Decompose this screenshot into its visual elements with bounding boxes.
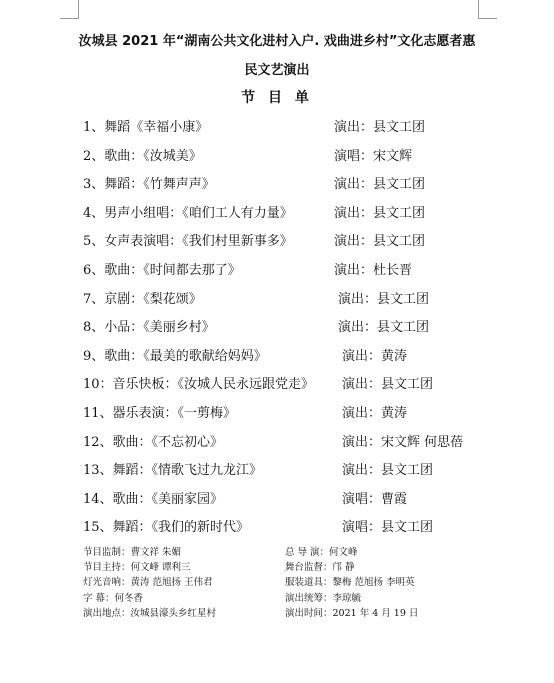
document-title-line-2: 民文艺演出 xyxy=(244,63,310,78)
program-row xyxy=(0,427,554,456)
program-row xyxy=(0,141,554,170)
program-performer: 演唱：宋文辉 xyxy=(334,148,413,164)
program-heading: 节 目 单 xyxy=(241,90,313,106)
credit-right: 服装道具：黎梅 范旭扬 李明英 xyxy=(285,577,415,589)
program-item: 5、女声表演唱：《我们村里新事多》 xyxy=(83,234,293,250)
credit-left: 节目监制：曹文祥 朱媚 xyxy=(83,547,182,558)
program-item: 8、小品：《美丽乡村》 xyxy=(83,320,215,336)
credits-row xyxy=(83,591,483,606)
credits-block xyxy=(83,545,483,621)
program-row xyxy=(0,198,554,227)
credit-left: 节目主持：何文峰 谭利三 xyxy=(83,562,191,574)
credits-row xyxy=(83,545,483,560)
program-performer: 演出：县文工团 xyxy=(334,234,426,250)
crop-mark-right xyxy=(478,0,497,19)
program-row xyxy=(0,312,554,341)
credits-row xyxy=(83,575,483,590)
program-performer: 演出：县文工团 xyxy=(342,377,434,393)
program-performer: 演出：县文工团 xyxy=(338,320,430,336)
program-performer: 演出：县文工团 xyxy=(338,291,430,307)
program-performer: 演出：县文工团 xyxy=(334,177,426,193)
program-item: 6、歌曲：《时间都去那了》 xyxy=(83,262,241,278)
credit-left: 灯光音响：黄涛 范旭扬 王伟君 xyxy=(83,577,213,589)
program-performer: 演出：宋文辉 何思蓓 xyxy=(342,434,464,450)
program-row xyxy=(0,484,554,513)
program-performer: 演唱：县文工团 xyxy=(342,520,434,536)
program-row xyxy=(0,398,554,427)
credit-right: 舞台监督：邝 静 xyxy=(285,562,355,574)
program-row xyxy=(0,341,554,370)
program-performer: 演出：黄涛 xyxy=(342,405,408,421)
credits-row xyxy=(83,560,483,575)
program-performer: 演出：县文工团 xyxy=(334,205,426,221)
program-item: 13、舞蹈：《情歌飞过九龙江》 xyxy=(83,463,263,479)
program-row xyxy=(0,284,554,313)
crop-mark-left xyxy=(60,0,79,19)
credit-right: 演出统筹：李琼毓 xyxy=(285,592,362,604)
program-row xyxy=(0,112,554,141)
credit-right: 演出时间：2021 年 4 月 19 日 xyxy=(285,607,419,619)
credit-left: 字 幕：何冬香 xyxy=(83,592,144,604)
program-item: 14、歌曲：《美丽家园》 xyxy=(83,491,224,507)
program-item: 3、舞蹈：《竹舞声声》 xyxy=(83,177,215,193)
document-title-line-1: 汝城县 2021 年“湖南公共文化进村入户. 戏曲进乡村”文化志愿者惠 xyxy=(78,34,476,49)
program-item: 2、歌曲：《汝城美》 xyxy=(83,148,202,164)
program-item: 12、歌曲：《不忘初心》 xyxy=(83,434,224,450)
credits-row xyxy=(83,606,483,621)
program-row xyxy=(0,455,554,484)
program-performer: 演唱：曹霞 xyxy=(342,491,408,507)
program-item: 4、男声小组唱：《咱们工人有力量》 xyxy=(83,205,293,221)
program-row xyxy=(0,255,554,284)
program-item: 15、舞蹈：《我们的新时代》 xyxy=(83,520,250,536)
program-list xyxy=(0,112,554,541)
program-item: 11、器乐表演：《一剪梅》 xyxy=(83,405,237,421)
program-performer: 演出：县文工团 xyxy=(342,463,434,479)
credit-left: 演出地点：汝城县濠头乡红星村 xyxy=(83,607,217,619)
program-item: 10：音乐快板：《汝城人民永远跟党走》 xyxy=(83,377,315,393)
program-performer: 演出：黄涛 xyxy=(342,348,408,364)
program-row xyxy=(0,512,554,541)
program-performer: 演出：县文工团 xyxy=(334,120,426,135)
credit-right: 总 导 演：何文峰 xyxy=(285,547,358,558)
program-row xyxy=(0,169,554,198)
program-row xyxy=(0,369,554,398)
program-item: 1、舞蹈《幸福小康》 xyxy=(83,120,209,135)
program-item: 7、京剧：《梨花颂》 xyxy=(83,291,202,307)
program-item: 9、歌曲：《最美的歌献给妈妈》 xyxy=(83,348,267,364)
program-row xyxy=(0,226,554,255)
program-performer: 演出：杜长晋 xyxy=(334,262,413,278)
